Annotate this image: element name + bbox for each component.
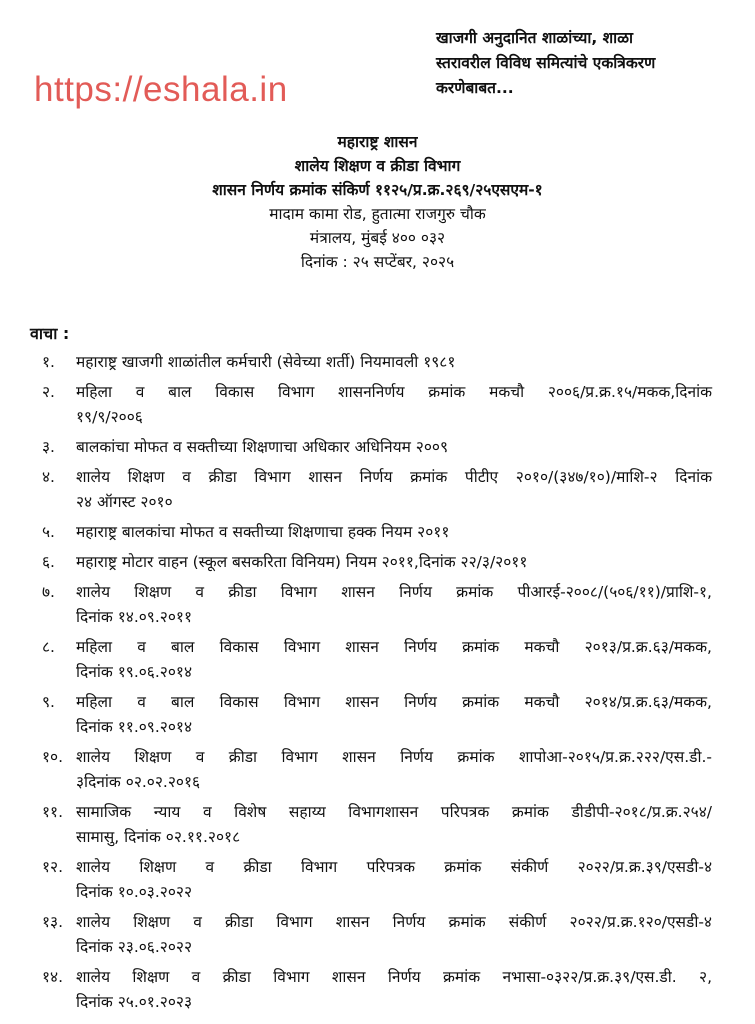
reference-text: महिला व बाल विकास विभाग शासननिर्णय क्रमांक मकचौ २००६/प्र.क्र.१५/मकक,दिनांक — [76, 383, 712, 401]
reference-item — [42, 690, 712, 740]
reference-number: १३. — [42, 913, 64, 931]
reference-number: ५. — [42, 523, 55, 541]
reference-text: सामासु, दिनांक ०२.११.२०१८ — [76, 828, 241, 846]
reference-item — [42, 520, 712, 545]
read-heading: वाचा : — [30, 324, 70, 343]
reference-list — [42, 350, 712, 1020]
address-line: मंत्रालय, मुंबई ४०० ०३२ — [309, 229, 446, 247]
reference-text: दिनांक १०.०३.२०२२ — [76, 883, 193, 901]
reference-number: ३. — [42, 438, 55, 456]
reference-number: २. — [42, 383, 55, 401]
document-header — [0, 130, 755, 274]
reference-text: १९/९/२००६ — [76, 408, 143, 426]
reference-number: ११. — [42, 803, 64, 821]
reference-text: दिनांक ११.०९.२०१४ — [76, 718, 193, 736]
government-name: महाराष्ट्र शासन — [337, 133, 418, 151]
reference-item — [42, 350, 712, 375]
gr-number: शासन निर्णय क्रमांक संकिर्ण ११२५/प्र.क्र.२६९/२५एसएम-१ — [212, 181, 543, 199]
reference-number: ४. — [42, 468, 55, 486]
reference-item — [42, 745, 712, 795]
reference-number: १४. — [42, 968, 64, 986]
reference-item — [42, 965, 712, 1015]
reference-text: शालेय शिक्षण व क्रीडा विभाग शासन निर्णय क्रमांक पीटीए २०१०/(३४७/१०)/माशि-२ दिनांक — [76, 468, 712, 486]
reference-number: १. — [42, 353, 55, 371]
reference-text: शालेय शिक्षण व क्रीडा विभाग शासन निर्णय क्रमांक पीआरई-२००८/(५०६/११)/प्राशि-१, — [76, 583, 712, 601]
document-date: दिनांक : २५ सप्टेंबर, २०२५ — [300, 253, 455, 271]
address-line: मादाम कामा रोड, हुतात्मा राजगुरु चौक — [269, 205, 486, 223]
reference-text: दिनांक २३.०६.२०२२ — [76, 938, 193, 956]
subject-line: खाजगी अनुदानित शाळांच्या, शाळा — [436, 29, 633, 47]
reference-text: दिनांक १९.०६.२०१४ — [76, 663, 193, 681]
subject-line: करणेबाबत... — [436, 79, 514, 97]
reference-text: २४ ऑगस्ट २०१० — [76, 493, 173, 511]
reference-item — [42, 435, 712, 460]
reference-text: महाराष्ट्र मोटार वाहन (स्कूल बसकरिता विनियम) नियम २०११,दिनांक २२/३/२०११ — [76, 553, 528, 571]
reference-item — [42, 635, 712, 685]
reference-text: शालेय शिक्षण व क्रीडा विभाग परिपत्रक क्रमांक संकीर्ण २०२२/प्र.क्र.३९/एसडी-४ — [76, 858, 712, 876]
subject-line: स्तरावरील विविध समित्यांचे एकत्रिकरण — [436, 54, 656, 72]
reference-item — [42, 580, 712, 630]
reference-text: महाराष्ट्र बालकांचा मोफत व सक्तीच्या शिक्षणाचा हक्क नियम २०११ — [76, 523, 450, 541]
reference-item — [42, 800, 712, 850]
reference-item — [42, 910, 712, 960]
reference-item — [42, 380, 712, 430]
reference-text: बालकांचा मोफत व सक्तीच्या शिक्षणाचा अधिकार अधिनियम २००९ — [76, 438, 449, 456]
reference-number: १२. — [42, 858, 64, 876]
reference-number: ८. — [42, 638, 55, 656]
reference-number: ७. — [42, 583, 55, 601]
subject-block — [436, 26, 736, 101]
reference-text: दिनांक २५.०१.२०२३ — [76, 993, 193, 1011]
reference-text: महाराष्ट्र खाजगी शाळांतील कर्मचारी (सेवेच्या शर्ती) नियमावली १९८१ — [76, 353, 456, 371]
reference-item — [42, 550, 712, 575]
reference-text: शालेय शिक्षण व क्रीडा विभाग शासन निर्णय क्रमांक शापोआ-२०१५/प्र.क्र.२२२/एस.डी.- — [76, 748, 712, 766]
reference-text: शालेय शिक्षण व क्रीडा विभाग शासन निर्णय क्रमांक संकीर्ण २०२२/प्र.क्र.१२०/एसडी-४ — [76, 913, 712, 931]
website-watermark: https://eshala.in — [34, 70, 288, 109]
reference-text: महिला व बाल विकास विभाग शासन निर्णय क्रमांक मकचौ २०१३/प्र.क्र.६३/मकक, — [76, 638, 712, 656]
reference-text: महिला व बाल विकास विभाग शासन निर्णय क्रमांक मकचौ २०१४/प्र.क्र.६३/मकक, — [76, 693, 712, 711]
reference-item — [42, 855, 712, 905]
reference-number: १०. — [42, 748, 64, 766]
reference-text: ३दिनांक ०२.०२.२०१६ — [76, 773, 201, 791]
reference-text: दिनांक १४.०९.२०११ — [76, 608, 193, 626]
reference-text: शालेय शिक्षण व क्रीडा विभाग शासन निर्णय क्रमांक नभासा-०३२२/प्र.क्र.३९/एस.डी. २, — [76, 968, 712, 986]
reference-number: ९. — [42, 693, 55, 711]
reference-item — [42, 465, 712, 515]
reference-text: सामाजिक न्याय व विशेष सहाय्य विभागशासन परिपत्रक क्रमांक डीडीपी-२०१८/प्र.क्र.२५४/ — [76, 803, 712, 821]
reference-number: ६. — [42, 553, 55, 571]
department-name: शालेय शिक्षण व क्रीडा विभाग — [294, 157, 461, 175]
